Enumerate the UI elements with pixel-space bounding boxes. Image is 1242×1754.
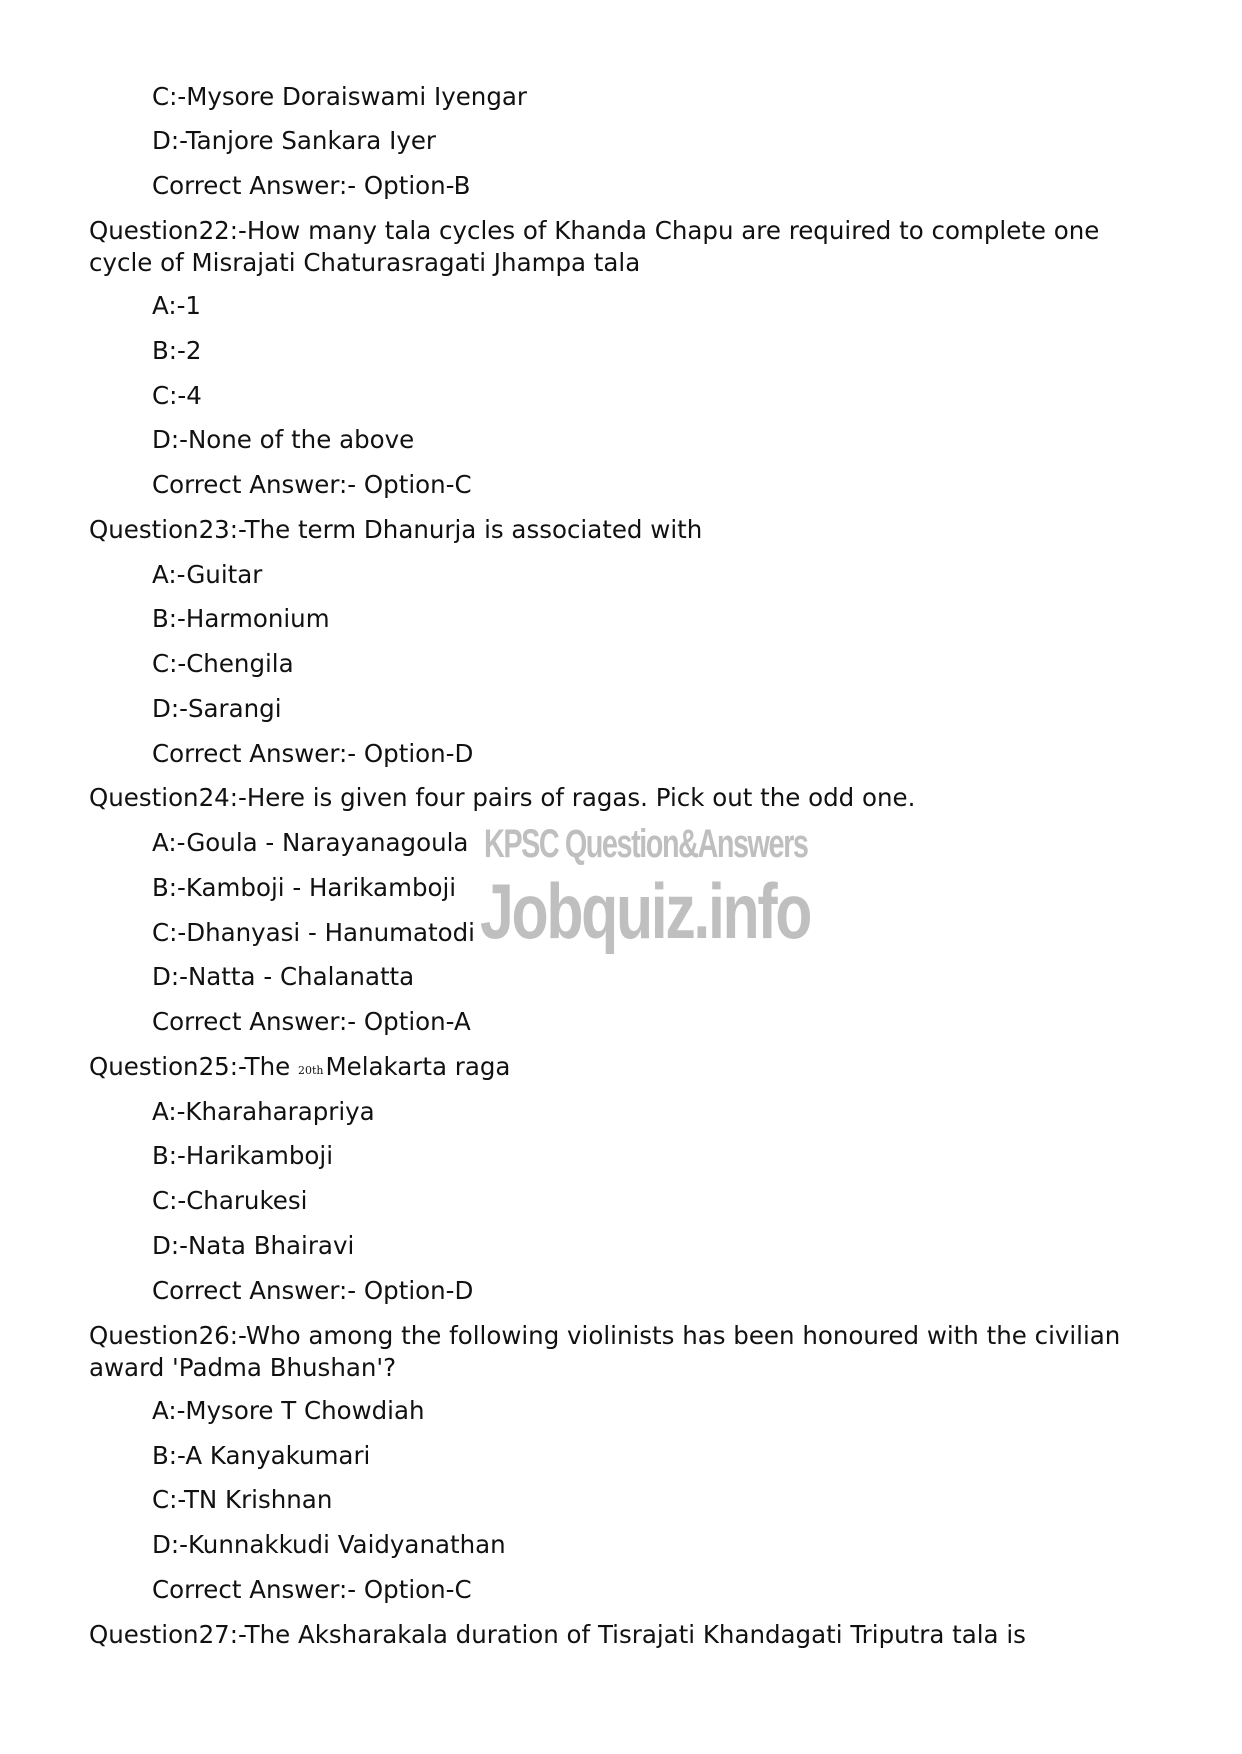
q25-option-d: D:-Nata Bhairavi (152, 1231, 355, 1260)
q23-option-d: D:-Sarangi (152, 694, 282, 723)
q23-option-c: C:-Chengila (152, 649, 294, 678)
q24-option-d: D:-Natta - Chalanatta (152, 962, 415, 991)
q23-option-a: A:-Guitar (152, 560, 263, 589)
q25-option-a: A:-Kharaharapriya (152, 1097, 375, 1126)
q26-option-b: B:-A Kanyakumari (152, 1441, 371, 1470)
q22-option-b: B:-2 (152, 336, 202, 365)
q25-correct-answer: Correct Answer:- Option-D (152, 1276, 474, 1305)
q25-question-prefix: Question25:-The (89, 1052, 298, 1081)
q25-question (89, 1051, 510, 1087)
q25-option-b: B:-Harikamboji (152, 1141, 334, 1170)
q25-question-suffix: Melakarta raga (325, 1052, 511, 1081)
q24-option-c: C:-Dhanyasi - Hanumatodi (152, 918, 475, 947)
q24-question: Question24:-Here is given four pairs of ragas. Pick out the odd one. (89, 783, 916, 812)
q21-correct-answer: Correct Answer:- Option-B (152, 171, 471, 200)
q25-ordinal: 20th (297, 1064, 324, 1077)
q26-option-c: C:-TN Krishnan (152, 1485, 333, 1514)
q26-option-a: A:-Mysore T Chowdiah (152, 1396, 425, 1425)
q23-correct-answer: Correct Answer:- Option-D (152, 739, 474, 768)
q24-option-b: B:-Kamboji - Harikamboji (152, 873, 457, 902)
q26-correct-answer: Correct Answer:- Option-C (152, 1575, 472, 1604)
q22-correct-answer: Correct Answer:- Option-C (152, 470, 472, 499)
q21-option-d: D:-Tanjore Sankara Iyer (152, 126, 436, 155)
watermark-line2: Jobquiz.info (480, 867, 811, 955)
q23-option-b: B:-Harmonium (152, 604, 330, 633)
q24-correct-answer: Correct Answer:- Option-A (152, 1007, 471, 1036)
q22-option-c: C:-4 (152, 381, 202, 410)
watermark (480, 820, 811, 970)
q22-option-d: D:-None of the above (152, 425, 415, 454)
q22-question: Question22:-How many tala cycles of Khanda Chapu are required to complete one cycle of Misrajati Chaturasragati Jhampa tala (89, 216, 1100, 277)
q26-question: Question26:-Who among the following violinists has been honoured with the civilian award 'Padma Bhushan'? (89, 1321, 1121, 1382)
q21-option-c: C:-Mysore Doraiswami Iyengar (152, 82, 527, 111)
q23-question: Question23:-The term Dhanurja is associated with (89, 515, 703, 544)
watermark-line1: KPSC Question&Answers (484, 822, 808, 866)
q22-option-a: A:-1 (152, 291, 202, 320)
q24-option-a: A:-Goula - Narayanagoula (152, 828, 469, 857)
q25-option-c: C:-Charukesi (152, 1186, 308, 1215)
q27-question: Question27:-The Aksharakala duration of Tisrajati Khandagati Triputra tala is (89, 1620, 1026, 1649)
q26-option-d: D:-Kunnakkudi Vaidyanathan (152, 1530, 506, 1559)
